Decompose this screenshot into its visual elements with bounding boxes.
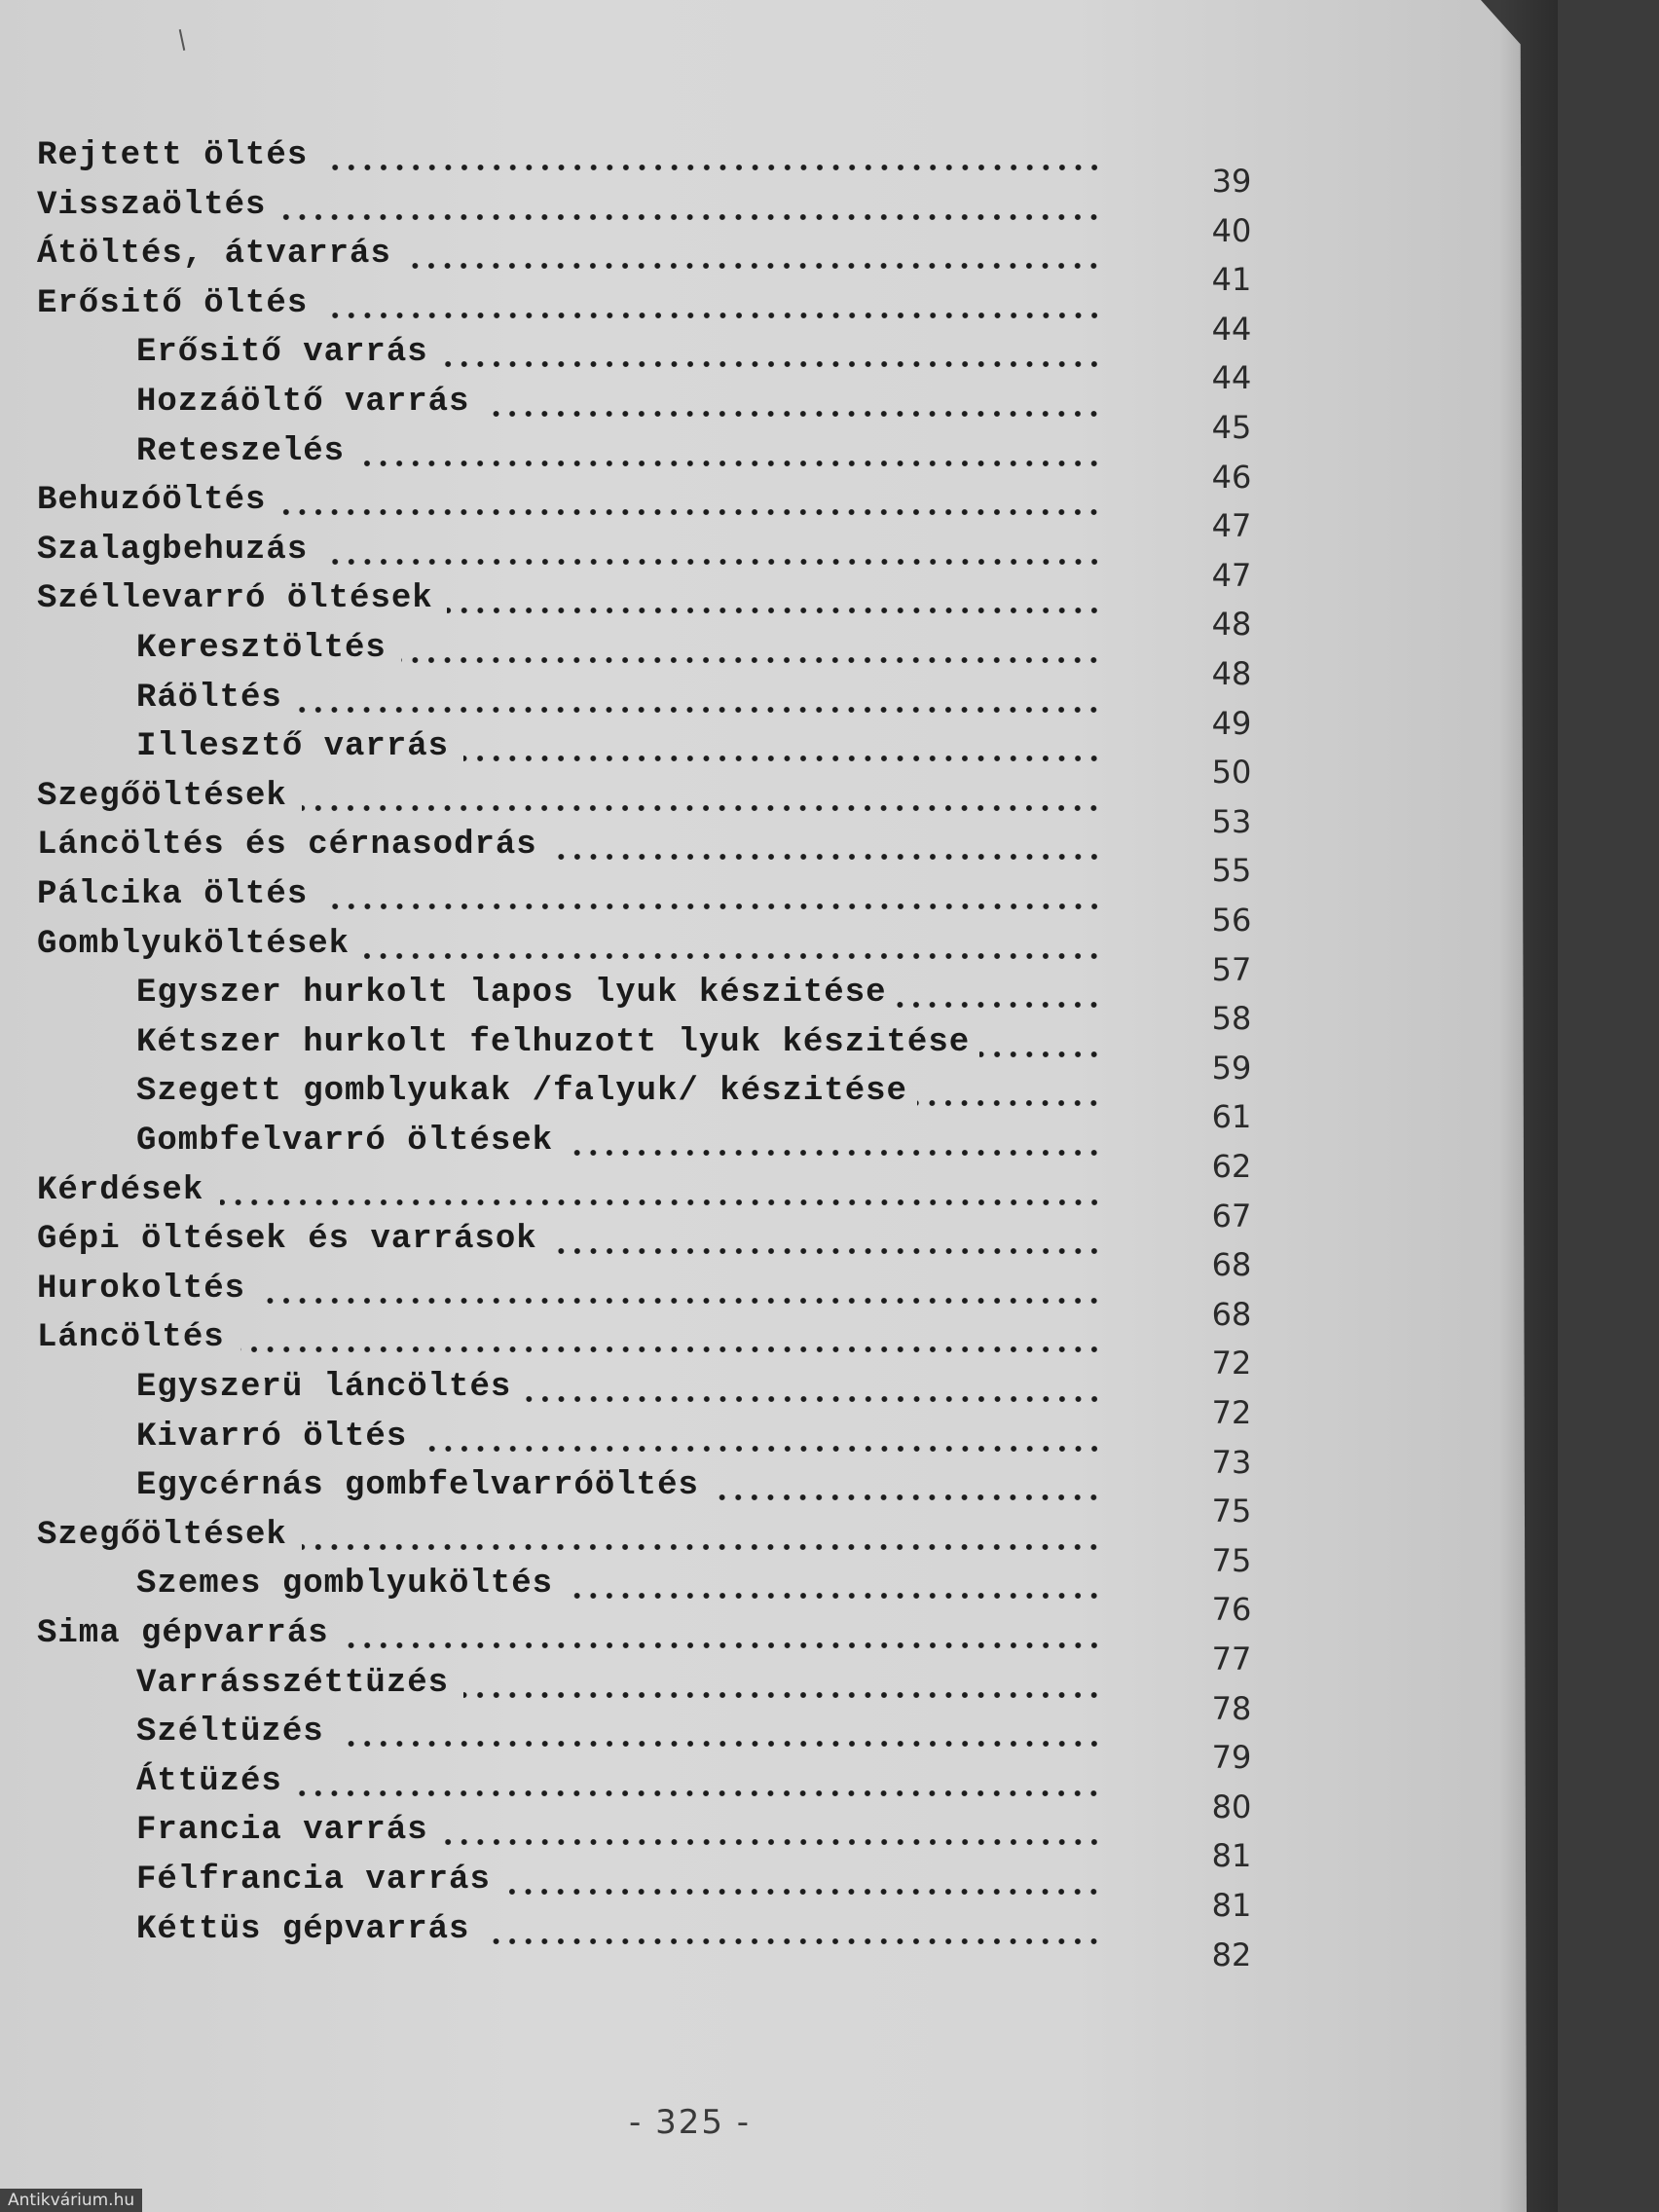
toc-entry <box>0 1218 1266 1261</box>
toc-entry <box>0 233 1266 276</box>
toc-entry <box>0 479 1266 522</box>
toc-page-number: 72 <box>1211 1345 1252 1382</box>
dot-leader <box>220 1198 1102 1206</box>
toc-page-number: 68 <box>1211 1246 1252 1284</box>
toc-page-number: 53 <box>1211 802 1252 840</box>
toc-entry-label: Pálcika öltés <box>37 876 309 913</box>
toc-entry <box>0 1120 1266 1162</box>
toc-page-number: 47 <box>1211 507 1252 545</box>
dot-leader <box>281 508 1102 516</box>
toc-entry <box>0 1711 1266 1753</box>
dot-leader <box>550 853 1102 861</box>
toc-entry-label: Áttüzés <box>136 1762 282 1800</box>
toc-page-number: 72 <box>1211 1394 1252 1431</box>
toc-page-number: 62 <box>1211 1148 1252 1185</box>
toc-entry <box>0 873 1266 916</box>
toc-entry <box>0 529 1266 571</box>
toc-entry-label: Szegett gomblyukak /falyuk/ készitése <box>136 1073 907 1111</box>
toc-page-number: 44 <box>1211 310 1252 348</box>
toc-page-number: 55 <box>1211 852 1252 890</box>
toc-entry <box>0 1908 1266 1951</box>
toc-entry-label: Illesztő varrás <box>136 728 450 766</box>
toc-entry-label: Egyszer hurkolt lapos lyuk készitése <box>136 975 887 1013</box>
dot-leader <box>302 1543 1102 1551</box>
toc-entry <box>0 1859 1266 1901</box>
toc-entry <box>0 972 1266 1014</box>
dot-leader <box>240 1346 1102 1353</box>
toc-entry <box>0 923 1266 966</box>
toc-page-number: 81 <box>1211 1887 1252 1924</box>
toc-entry <box>0 1070 1266 1113</box>
toc-entry <box>0 1563 1266 1605</box>
toc-page-number: 57 <box>1211 950 1252 988</box>
toc-page-number: 44 <box>1211 359 1252 397</box>
dot-leader <box>281 213 1102 221</box>
toc-entry-label: Láncöltés <box>37 1319 225 1357</box>
toc-page-number: 59 <box>1211 1049 1252 1087</box>
toc-entry <box>0 1169 1266 1212</box>
toc-entry-label: Széltüzés <box>136 1714 324 1751</box>
watermark-label: Antikvárium.hu <box>0 2189 142 2212</box>
toc-entry-label: Gépi öltések és varrások <box>37 1221 537 1259</box>
toc-entry-label: Gombfelvarró öltések <box>136 1123 554 1160</box>
toc-page-number: 80 <box>1211 1788 1252 1825</box>
toc-entry-label: Reteszelés <box>136 432 346 470</box>
toc-page-number: 75 <box>1211 1541 1252 1579</box>
dot-leader <box>711 1493 1102 1501</box>
toc-entry-label: Keresztöltés <box>136 630 387 667</box>
toc-entry <box>0 1366 1266 1409</box>
toc-entry-label: Erősitő öltés <box>37 284 309 322</box>
dot-leader <box>323 558 1102 566</box>
dot-leader <box>261 1297 1102 1305</box>
toc-entry-label: Láncöltés és cérnasodrás <box>37 827 537 865</box>
toc-entry <box>0 577 1266 620</box>
dot-leader <box>405 262 1102 270</box>
dot-leader <box>484 410 1102 418</box>
toc-entry <box>0 331 1266 374</box>
toc-entry <box>0 1809 1266 1852</box>
toc-entry-label: Egyszerü láncöltés <box>136 1369 512 1406</box>
toc-entry <box>0 1316 1266 1359</box>
page-number: - 325 - <box>629 2103 752 2142</box>
dot-leader <box>463 1691 1102 1699</box>
toc-entry-label: Sima gépvarrás <box>37 1615 329 1652</box>
toc-entry-label: Kérdések <box>37 1171 204 1209</box>
toc-entry <box>0 775 1266 818</box>
toc-entry-label: Átöltés, átvarrás <box>37 236 391 274</box>
dot-leader <box>447 607 1102 614</box>
toc-entry <box>0 134 1266 177</box>
toc-entry-label: Hurokoltés <box>37 1270 246 1308</box>
toc-entry <box>0 627 1266 670</box>
toc-entry-label: Szalagbehuzás <box>37 531 309 569</box>
dot-leader <box>423 1445 1102 1453</box>
dot-leader <box>323 903 1102 910</box>
toc-page-number: 82 <box>1211 1936 1252 1973</box>
toc-page-number: 45 <box>1211 409 1252 446</box>
toc-entry-label: Kéttüs gépvarrás <box>136 1910 470 1948</box>
dot-leader <box>443 360 1102 368</box>
toc-page-number: 76 <box>1211 1591 1252 1629</box>
toc-entry <box>0 1612 1266 1655</box>
toc-page-number: 79 <box>1211 1739 1252 1777</box>
toc-page-number: 68 <box>1211 1295 1252 1333</box>
toc-entry <box>0 381 1266 424</box>
toc-entry-label: Rejtett öltés <box>37 137 309 174</box>
dot-leader <box>504 1888 1102 1896</box>
toc-entry-label: Hozzáöltő varrás <box>136 384 470 421</box>
toc-page-number: 47 <box>1211 556 1252 594</box>
toc-entry <box>0 1416 1266 1458</box>
toc-entry <box>0 1464 1266 1507</box>
toc-entry-label: Szegőöltések <box>37 777 287 815</box>
toc-entry-label: Varrásszéttüzés <box>136 1664 450 1702</box>
toc-page-number: 61 <box>1211 1098 1252 1136</box>
toc-page-number: 41 <box>1211 261 1252 299</box>
toc-page-number: 48 <box>1211 655 1252 692</box>
toc-entry <box>0 282 1266 325</box>
toc-entry-label: Kivarró öltés <box>136 1418 408 1456</box>
toc-entry-label: Behuzóöltés <box>37 482 267 520</box>
toc-entry-label: Ráöltés <box>136 679 282 717</box>
dot-leader <box>360 460 1102 467</box>
dot-leader <box>340 1740 1102 1748</box>
dot-leader <box>897 1001 1102 1009</box>
toc-entry <box>0 430 1266 473</box>
toc-entry-label: Szegőöltések <box>37 1516 287 1554</box>
toc-page-number: 67 <box>1211 1197 1252 1235</box>
toc-entry-label: Szemes gomblyuköltés <box>136 1566 554 1604</box>
toc-entry-label: Visszaöltés <box>37 186 267 224</box>
sheet-edge-shadow <box>1499 0 1558 2212</box>
toc-page-number: 58 <box>1211 1000 1252 1038</box>
toc-page-number: 73 <box>1211 1443 1252 1481</box>
toc-entry <box>0 1021 1266 1064</box>
dot-leader <box>484 1937 1102 1945</box>
toc-entry-label: Egycérnás gombfelvarróöltés <box>136 1467 699 1505</box>
toc-page-number: 48 <box>1211 606 1252 644</box>
toc-page-number: 77 <box>1211 1641 1252 1677</box>
dot-leader <box>323 164 1102 171</box>
toc-page-number: 75 <box>1211 1493 1252 1530</box>
dot-leader <box>463 755 1102 762</box>
toc-entry <box>0 184 1266 227</box>
dot-leader <box>298 706 1102 714</box>
dot-leader <box>302 804 1102 812</box>
toc-entry-label: Erősitő varrás <box>136 334 428 372</box>
toc-page-number: 50 <box>1211 754 1252 792</box>
toc-page-number: 78 <box>1211 1689 1252 1727</box>
toc-page-number: 46 <box>1211 458 1252 496</box>
toc-entry-label: Gomblyuköltések <box>37 925 350 963</box>
toc-entry-label: Francia varrás <box>136 1812 428 1850</box>
dot-leader <box>344 1641 1102 1649</box>
dot-leader <box>567 1149 1102 1157</box>
toc-entry <box>0 677 1266 719</box>
toc-entry <box>0 824 1266 866</box>
toc-page-number: 56 <box>1211 902 1252 939</box>
dot-leader <box>567 1592 1102 1600</box>
toc-entry-label: Kétszer hurkolt felhuzott lyuk készitése <box>136 1023 971 1061</box>
toc-entry <box>0 1514 1266 1557</box>
toc-entry <box>0 1662 1266 1705</box>
dot-leader <box>443 1838 1102 1846</box>
dot-leader <box>917 1099 1102 1107</box>
toc-entry <box>0 1268 1266 1310</box>
dot-leader <box>298 1789 1102 1797</box>
toc-entry-label: Széllevarró öltések <box>37 580 433 618</box>
dot-leader <box>323 312 1102 319</box>
dot-leader <box>526 1395 1102 1403</box>
toc-page-number: 40 <box>1211 211 1252 249</box>
toc-page-number: 81 <box>1211 1837 1252 1875</box>
toc-page-number: 49 <box>1211 704 1252 742</box>
dot-leader <box>550 1247 1102 1255</box>
toc-entry <box>0 1760 1266 1803</box>
dot-leader <box>364 952 1102 960</box>
dot-leader <box>979 1051 1102 1058</box>
toc-entry <box>0 725 1266 768</box>
dot-leader <box>401 656 1102 664</box>
toc-page-number: 39 <box>1211 163 1252 200</box>
toc-entry-label: Félfrancia varrás <box>136 1862 491 1899</box>
